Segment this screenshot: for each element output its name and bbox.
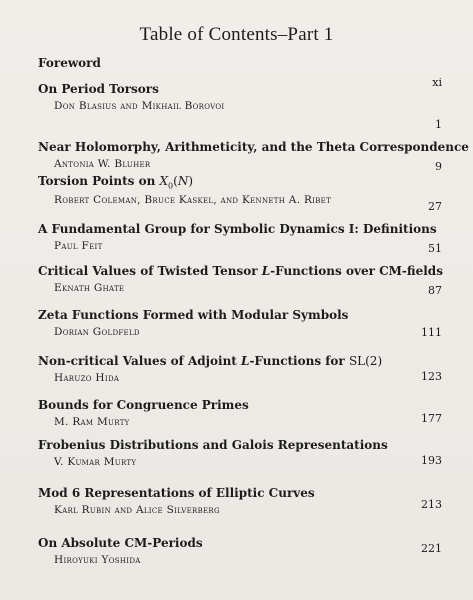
entry-page-number: 213 [421,498,442,511]
toc-entry [38,308,442,338]
toc-entry [38,398,442,428]
entry-authors: Karl Rubin and Alice Silverberg [54,504,220,516]
entry-page-number: 51 [428,242,442,255]
entry-page-number: 27 [428,200,442,213]
entry-title: On Absolute CM-Periods [38,536,203,550]
toc-entry [38,354,442,384]
entry-authors: Robert Coleman, Bruce Kaskel, and Kenneth A. Ribet [54,194,332,207]
modular-level: (N) [173,174,193,188]
entry-authors: Paul Feit [54,240,103,252]
entry-title: Near Holomorphy, Arithmeticity, and the Theta Correspondence [38,140,469,154]
entry-authors: V. Kumar Murty [54,456,137,468]
entry-title: Frobenius Distributions and Galois Representations [38,438,388,452]
toc-entry [38,264,443,297]
entry-title: Non-critical Values of Adjoint L-Functions for SL(2) [38,354,383,368]
entry-authors: Haruzo Hida [54,372,120,384]
entry-authors: Antonia W. Bluher [54,158,151,170]
entry-page-number: 9 [435,160,442,173]
toc-entry [38,140,469,173]
toc-entry [38,438,442,468]
entry-title: Zeta Functions Formed with Modular Symbols [38,308,349,322]
entry-title [38,174,442,190]
entry-authors: M. Ram Murty [54,416,130,428]
toc-entry [38,486,442,516]
entry-page-number: 1 [435,118,442,131]
entry-page-number: 177 [421,412,442,425]
entry-title: Bounds for Congruence Primes [38,398,249,412]
title-prefix: Torsion Points on [38,174,160,188]
entry-page-number: 87 [428,284,442,297]
entry-page-number: 193 [421,454,442,467]
toc-entry [38,222,442,255]
toc-entry [38,82,442,131]
modular-curve-symbol: X [159,174,169,188]
foreword-page-number: xi [432,76,442,89]
toc-entry [38,536,442,566]
entry-page-number: 221 [421,542,442,555]
subscript-zero: 0 [168,181,174,191]
entry-title: A Fundamental Group for Symbolic Dynamics I: Definitions [38,222,437,236]
entry-authors: Dorian Goldfeld [54,326,140,338]
entry-title: Mod 6 Representations of Elliptic Curves [38,486,315,500]
entry-authors: Hiroyuki Yoshida [54,554,141,566]
entry-title: On Period Torsors [38,82,159,96]
page-title: Table of Contents–Part 1 [139,24,334,45]
entry-page-number: 123 [421,370,442,383]
foreword-label: Foreword [38,56,101,70]
entry-page-number: 111 [421,326,442,339]
toc-entry [38,174,442,213]
entry-title: Critical Values of Twisted Tensor L-Functions over CM-fields [38,264,443,278]
entry-authors: Don Blasius and Mikhail Borovoi [54,100,225,112]
entry-authors: Eknath Ghate [54,282,125,294]
